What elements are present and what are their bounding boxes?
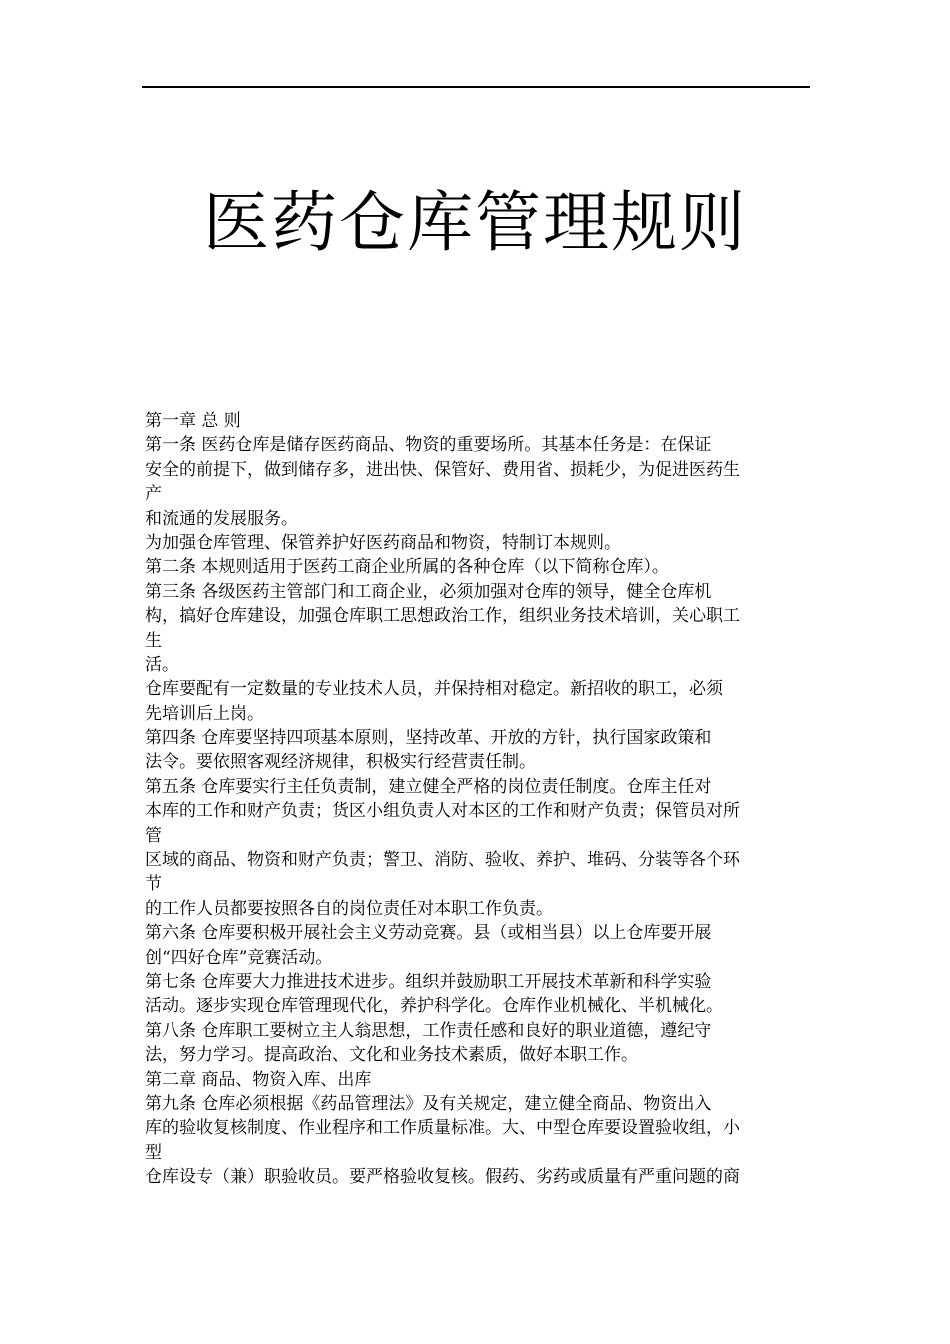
document-body [145,409,813,1190]
text-line: 第七条 仓库要大力推进技术进步。组织并鼓励职工开展技术革新和科学实验 [145,971,712,992]
text-line: 第二章 商品、物资入库、出库 [145,1069,372,1090]
text-line: 第四条 仓库要坚持四项基本原则，坚持改革、开放的方针，执行国家政策和 [145,728,712,749]
text-line: 创“四好仓库”竞赛活动。 [145,947,333,968]
document-title: 医药仓库管理规则 [203,184,747,261]
text-line: 第二条 本规则适用于医药工商企业所属的各种仓库（以下简称仓库）。 [145,557,669,578]
text-line: 的工作人员都要按照各自的岗位责任对本职工作负责。 [145,898,553,919]
text-line: 法令。要依照客观经济规律，积极实行经营责任制。 [145,752,536,773]
text-line: 法，努力学习。提高政治、文化和业务技术素质，做好本职工作。 [145,1045,638,1066]
text-line: 构，搞好仓库建设，加强仓库职工思想政治工作，组织业务技术培训，关心职工 [145,606,740,627]
text-line: 第一章 总 则 [145,411,241,431]
text-line: 第三条 各级医药主管部门和工商企业，必须加强对仓库的领导，健全仓库机 [145,581,712,602]
text-line: 管 [145,825,162,846]
text-line: 先培训后上岗。 [145,703,264,724]
text-line: 第一条 医药仓库是储存医药商品、物资的重要场所。其基本任务是：在保证 [145,435,712,456]
text-line: 第五条 仓库要实行主任负责制，建立健全严格的岗位责任制度。仓库主任对 [145,776,712,797]
text-line: 活。 [145,654,179,675]
text-line: 本库的工作和财产负责；货区小组负责人对本区的工作和财产负责；保管员对所 [145,801,740,822]
text-line: 仓库设专（兼）职验收员。要严格验收复核。假药、劣药或质量有严重问题的商 [145,1167,740,1188]
text-line: 和流通的发展服务。 [145,508,298,529]
text-line: 第六条 仓库要积极开展社会主义劳动竞赛。县（或相当县）以上仓库要开展 [145,923,712,944]
text-line: 区域的商品、物资和财产负责；警卫、消防、验收、养护、堆码、分装等各个环 [145,850,740,871]
header-rule [142,86,810,88]
text-line: 型 [145,1142,162,1163]
text-line: 为加强仓库管理、保管养护好医药商品和物资，特制订本规则。 [145,532,621,553]
text-line: 节 [145,874,162,895]
text-line: 活动。逐步实现仓库管理现代化，养护科学化。仓库作业机械化、半机械化。 [145,996,723,1017]
text-line: 第九条 仓库必须根据《药品管理法》及有关规定，建立健全商品、物资出入 [145,1093,712,1114]
text-line: 第八条 仓库职工要树立主人翁思想，工作责任感和良好的职业道德，遵纪守 [145,1020,712,1041]
text-line: 生 [145,630,162,651]
text-line: 安全的前提下，做到储存多，进出快、保管好、费用省、损耗少，为促进医药生 [145,459,740,480]
text-line: 仓库要配有一定数量的专业技术人员，并保持相对稳定。新招收的职工，必须 [145,679,723,700]
text-line: 库的验收复核制度、作业程序和工作质量标准。大、中型仓库要设置验收组，小 [145,1118,740,1139]
text-line: 产 [145,484,162,505]
